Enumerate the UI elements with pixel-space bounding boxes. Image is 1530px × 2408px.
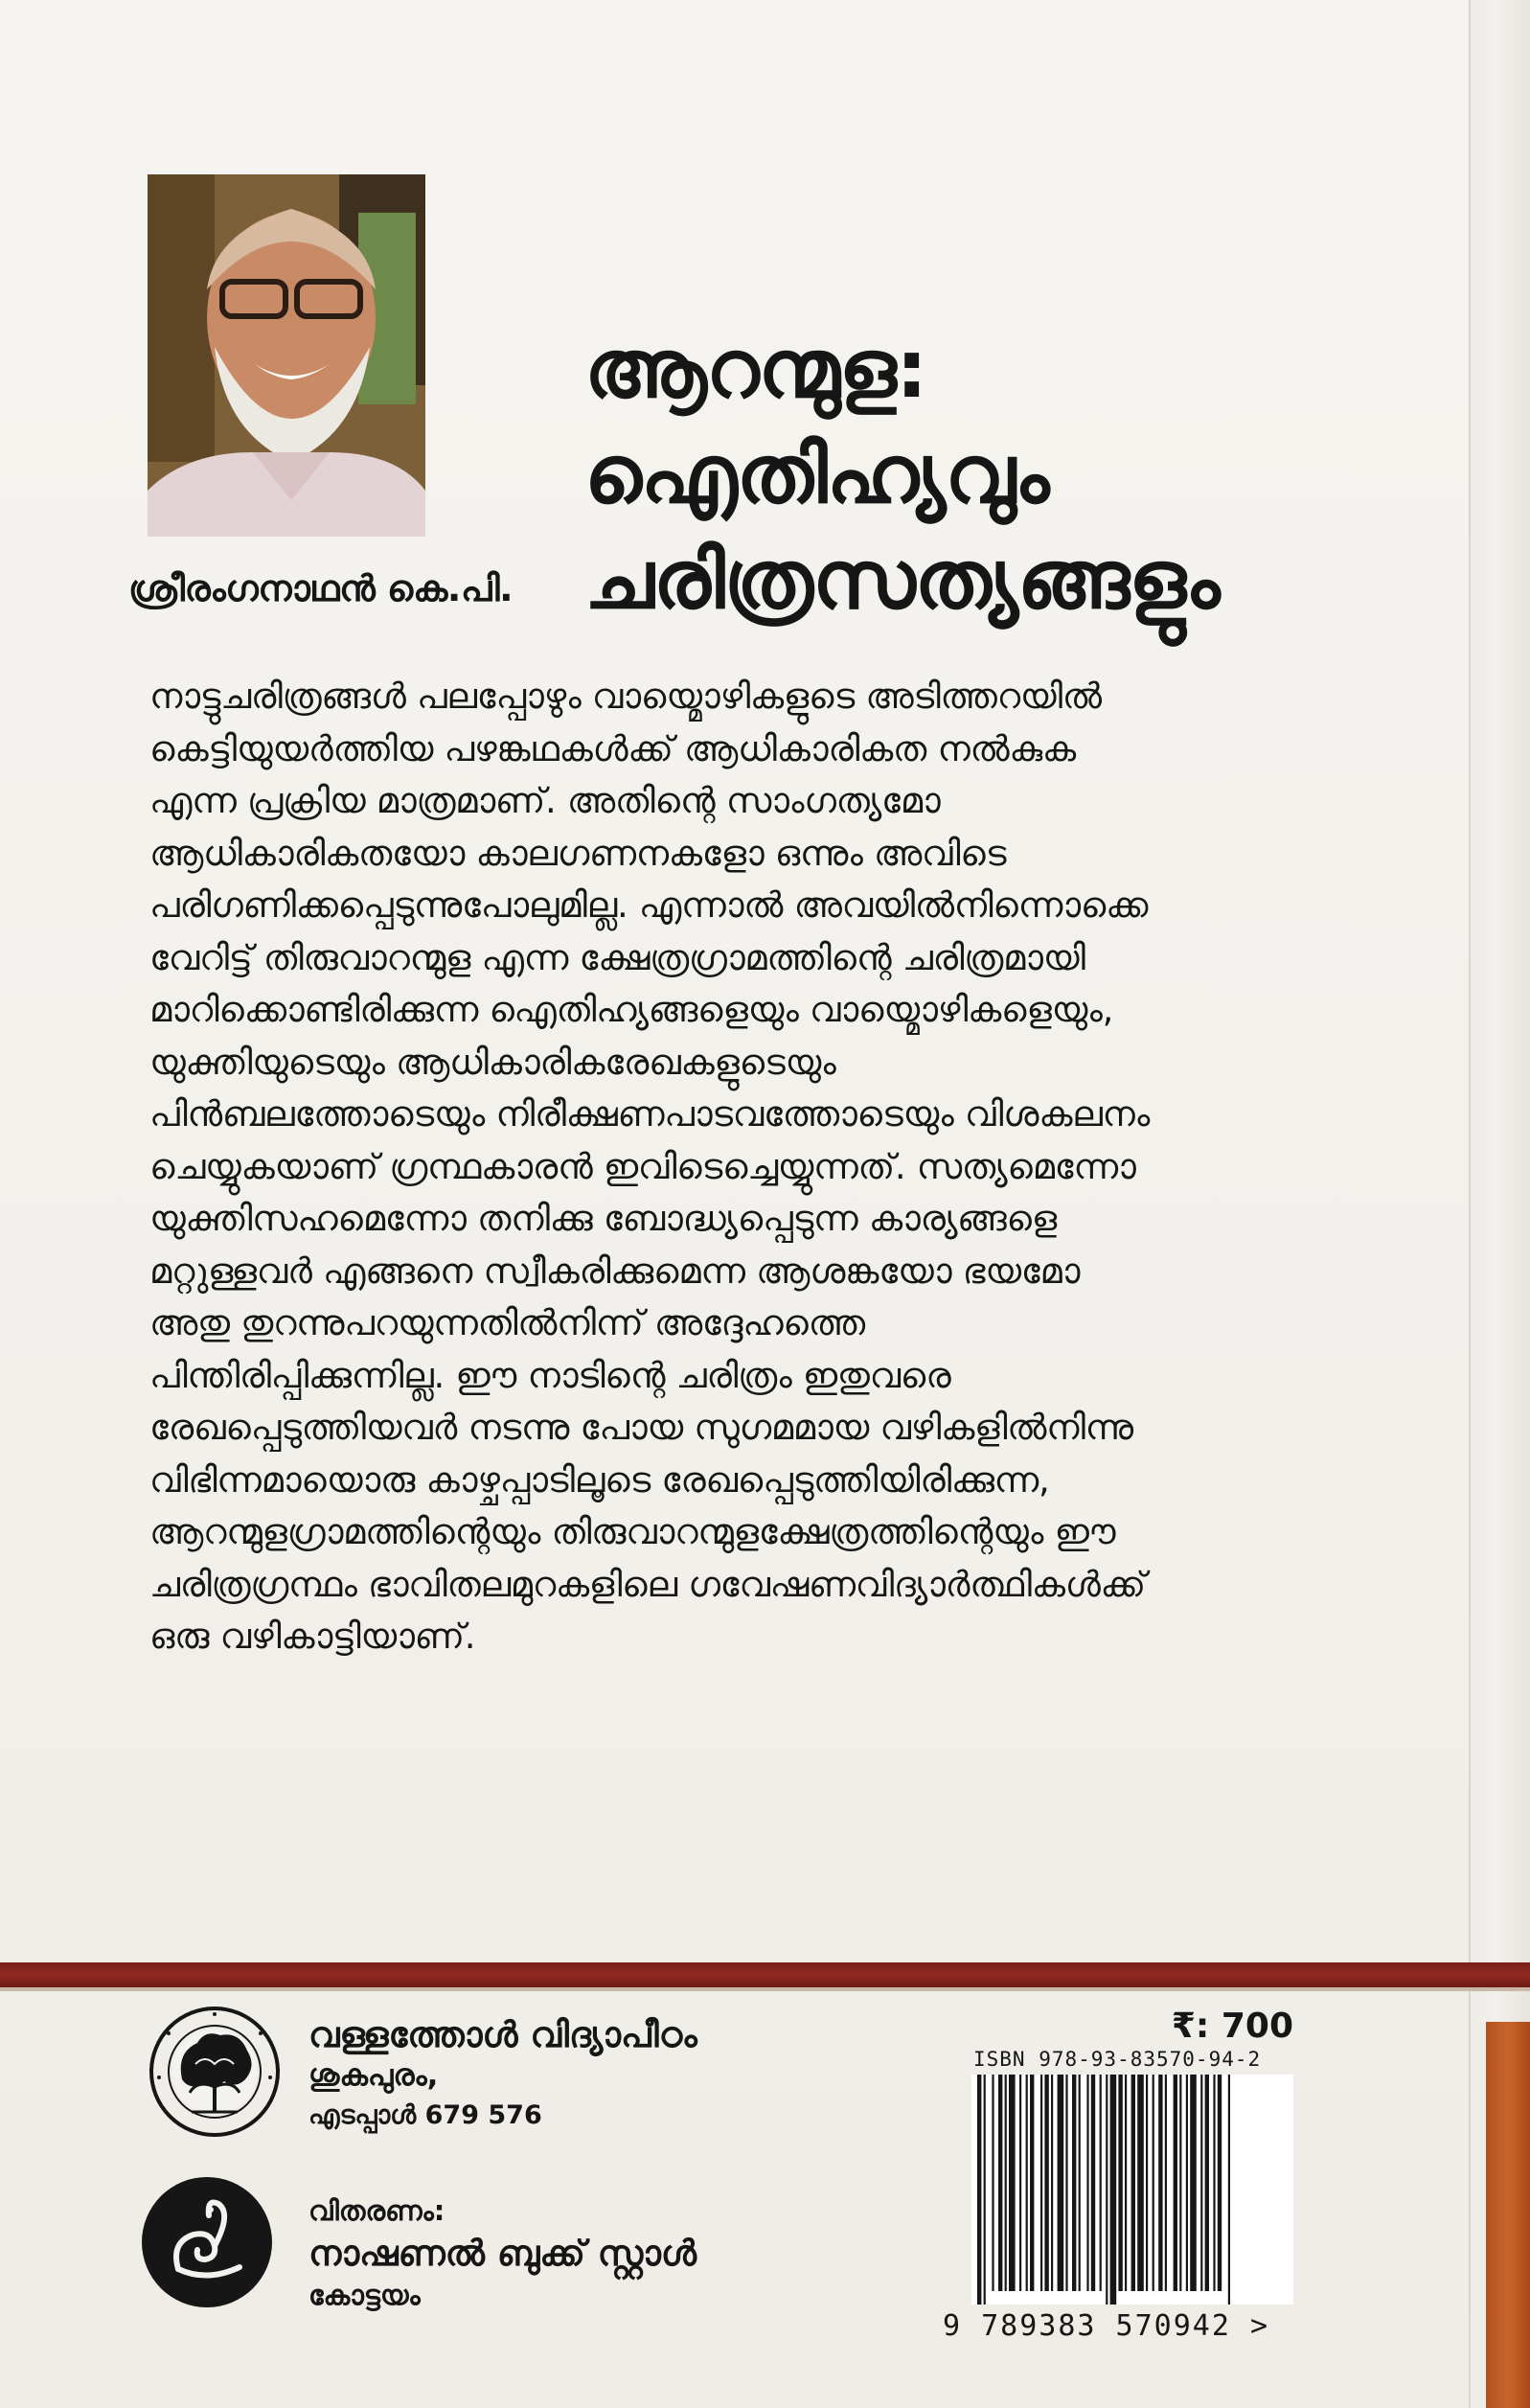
blurb-line: ആറന്മുളഗ്രാമത്തിന്റെയും തിരുവാറന്മുളക്ഷേത്രത്തിന്റെയും ഈ xyxy=(149,1511,1116,1552)
barcode-bar xyxy=(1009,2075,1016,2291)
ean-digits: 9 789383 570942 > xyxy=(943,2309,1270,2343)
book-blurb xyxy=(149,671,1357,1663)
divider-band xyxy=(0,1962,1530,1987)
book-title xyxy=(584,316,1447,632)
barcode-bar xyxy=(1118,2075,1122,2291)
barcode-bar xyxy=(1158,2075,1162,2291)
blurb-line: വിഭിന്നമായൊരു കാഴ്ചപ്പാടിലൂടെ രേഖപ്പെടുത്തിയിരിക്കുന്ന, xyxy=(149,1458,1050,1501)
barcode-bar xyxy=(1065,2075,1067,2291)
title-line: ആറന്മുള: xyxy=(584,322,927,416)
barcode-bar xyxy=(1174,2075,1177,2291)
barcode-bar xyxy=(998,2075,1002,2291)
blurb-line: യുക്തിയുടെയും ആധികാരികരേഖകളുടെയും xyxy=(149,1041,836,1083)
blurb-line: മറ്റുള്ളവർ എങ്ങനെ സ്വീകരിക്കുമെന്ന ആശങ്കയോ ഭയമോ xyxy=(149,1250,1081,1292)
barcode-bar xyxy=(1026,2075,1028,2291)
barcode-bar xyxy=(992,2075,993,2291)
distributor-city: കോട്ടയം xyxy=(308,2279,421,2311)
blurb-line: ഒരു വഴികാട്ടിയാണ്. xyxy=(149,1616,476,1657)
barcode-bar xyxy=(1165,2075,1167,2291)
barcode-bar xyxy=(984,2075,986,2305)
blurb-line: നാട്ടുചരിത്രങ്ങൾ പലപ്പോഴും വായ്മൊഴികളുടെ അടിത്തറയിൽ xyxy=(149,676,1102,717)
barcode-bar xyxy=(1110,2075,1117,2305)
barcode-bar xyxy=(1213,2075,1215,2291)
barcode-bar xyxy=(1072,2075,1076,2291)
barcode-bar xyxy=(1205,2075,1209,2291)
barcode-bar xyxy=(1153,2075,1154,2291)
barcode-bar xyxy=(1146,2075,1148,2291)
distributor-name: നാഷണൽ ബുക്ക് സ്റ്റാൾ xyxy=(308,2233,697,2274)
barcode-bar xyxy=(1218,2075,1222,2291)
blurb-line: ചരിത്രഗ്രന്ഥം ഭാവിതലമുറകളിലെ ഗവേഷണവിദ്യാർത്ഥികൾക്ക് xyxy=(149,1563,1146,1605)
price-label: ₹: 700 xyxy=(1171,2007,1293,2046)
blurb-line: മാറിക്കൊണ്ടിരിക്കുന്ന ഐതിഹ്യങ്ങളെയും വായ്മൊഴികളെയും, xyxy=(149,989,1114,1030)
barcode-bar xyxy=(1179,2075,1181,2291)
blurb-line: പിൻബലത്തോടെയും നിരീക്ഷണപാടവത്തോടെയും വിശകലനം xyxy=(149,1093,1151,1135)
blurb-line: യുക്തിസഹമെന്നോ തനിക്കു ബോദ്ധ്യപ്പെടുന്ന കാര്യങ്ങളെ xyxy=(149,1198,1058,1239)
distribution-label: വിതരണം: xyxy=(308,2194,445,2227)
title-line: ചരിത്രസത്യങ്ങളും xyxy=(584,533,1220,627)
blurb-line: പരിഗണിക്കപ്പെടുന്നുപോലുമില്ല. എന്നാൽ അവയിൽനിന്നൊക്കെ xyxy=(149,884,1149,926)
barcode-bar xyxy=(977,2075,981,2305)
barcode-bar xyxy=(1190,2075,1197,2291)
barcode-bar xyxy=(1079,2075,1081,2291)
barcode-bar xyxy=(1137,2075,1144,2291)
barcode-bar xyxy=(1125,2075,1127,2291)
barcode-bar xyxy=(1030,2075,1034,2291)
barcode-bar xyxy=(1200,2075,1202,2291)
publisher-address: എടപ്പാൾ 679 576 xyxy=(308,2100,542,2130)
barcode-bar xyxy=(1186,2075,1188,2291)
author-name: ശ്രീരംഗനാഥൻ കെ.പി. xyxy=(128,567,514,609)
barcode-bar xyxy=(1228,2075,1230,2305)
author-photo xyxy=(148,174,425,537)
blurb-line: കെട്ടിയുയർത്തിയ പഴങ്കഥകൾക്ക് ആധികാരികത നൽകുക xyxy=(149,727,1076,769)
barcode-bar xyxy=(1100,2075,1102,2291)
divider-line xyxy=(0,1987,1530,1991)
barcode-bar xyxy=(1051,2075,1053,2291)
publisher-name: വള്ളത്തോൾ വിദ്യാപീഠം xyxy=(308,2014,697,2055)
blurb-line: പിന്തിരിപ്പിക്കുന്നില്ല. ഈ നാടിന്റെ ചരിത്രം ഇതുവരെ xyxy=(149,1354,951,1396)
barcode xyxy=(971,2075,1293,2305)
blurb-line: വേറിട്ട് തിരുവാറന്മുള എന്ന ക്ഷേത്രഗ്രാമത്തിന്റെ ചരിത്രമായി xyxy=(149,936,1085,978)
blurb-line: ആധികാരികതയോ കാലഗണനകളോ ഒന്നും അവിടെ xyxy=(149,832,1007,874)
barcode-bar xyxy=(1131,2075,1135,2291)
spine-orange-strip xyxy=(1486,2022,1530,2408)
barcode-bar xyxy=(1005,2075,1007,2291)
blurb-line: എന്ന പ്രക്രിയ മാത്രമാണ്. അതിന്റെ സാംഗത്യമോ xyxy=(149,780,941,821)
blurb-line: രേഖപ്പെടുത്തിയവർ നടന്നു പോയ സുഗമമായ വഴികളിൽനിന്നു xyxy=(149,1407,1133,1448)
isbn-label: ISBN 978-93-83570-94-2 xyxy=(973,2048,1262,2071)
title-line: ഐതിഹ്യവും xyxy=(584,427,1049,521)
barcode-bar xyxy=(1019,2075,1021,2291)
barcode-bar xyxy=(1044,2075,1048,2291)
tree-seal-icon xyxy=(148,2005,282,2139)
barcode-bar xyxy=(1040,2075,1042,2291)
barcode-bar xyxy=(1058,2075,1064,2291)
barcode-bar xyxy=(1086,2075,1088,2291)
publisher-place: ശുകപുരം, xyxy=(308,2058,439,2093)
blurb-line: അതു തുറന്നുപറയുന്നതിൽനിന്ന് അദ്ദേഹത്തെ xyxy=(149,1302,865,1343)
swan-emblem-icon xyxy=(140,2175,274,2309)
barcode-bar xyxy=(1106,2075,1108,2305)
blurb-line: ചെയ്യുകയാണ് ഗ്രന്ഥകാരൻ ഇവിടെച്ചെയ്യുന്നത്. സത്യമെന്നോ xyxy=(149,1145,1136,1187)
barcode-bar xyxy=(1091,2075,1095,2291)
